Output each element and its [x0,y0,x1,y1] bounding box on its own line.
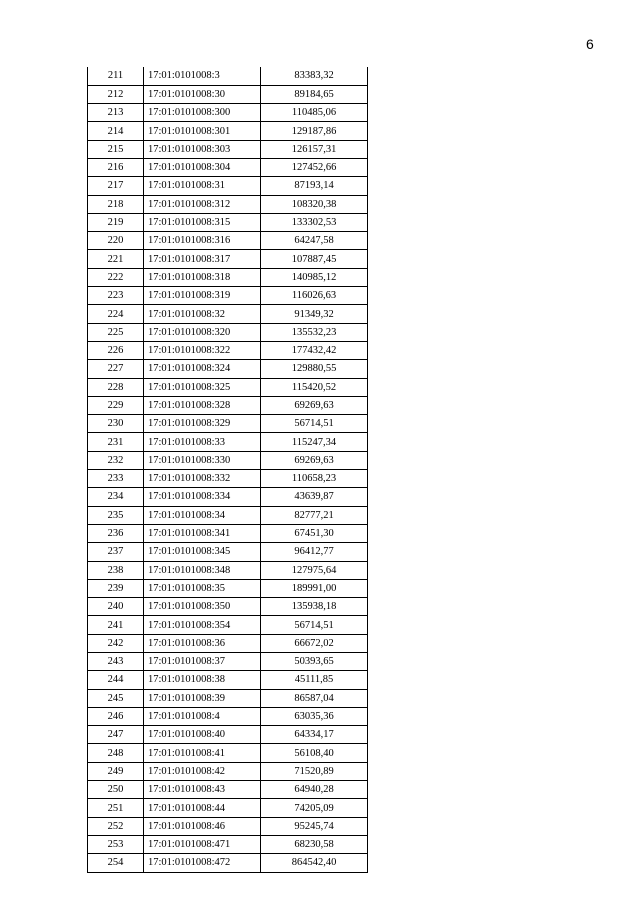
table-row [88,250,368,268]
value-cell: 56108,40 [261,744,368,762]
table-row [88,744,368,762]
value-cell: 71520,89 [261,762,368,780]
value-cell: 108320,38 [261,195,368,213]
value-cell: 66672,02 [261,634,368,652]
row-number-cell: 251 [88,799,144,817]
value-cell: 69269,63 [261,451,368,469]
table-row [88,85,368,103]
table-row [88,854,368,872]
row-number-cell: 240 [88,598,144,616]
cadastral-number-cell: 17:01:0101008:41 [144,744,261,762]
row-number-cell: 238 [88,561,144,579]
row-number-cell: 222 [88,268,144,286]
page-number: 6 [586,36,594,52]
table-row [88,543,368,561]
cadastral-number-cell: 17:01:0101008:300 [144,104,261,122]
value-cell: 115420,52 [261,378,368,396]
table-row [88,671,368,689]
value-cell: 64940,28 [261,781,368,799]
value-cell: 129187,86 [261,122,368,140]
value-cell: 129880,55 [261,360,368,378]
cadastral-number-cell: 17:01:0101008:37 [144,653,261,671]
value-cell: 135938,18 [261,598,368,616]
table-row [88,67,368,85]
cadastral-number-cell: 17:01:0101008:330 [144,451,261,469]
row-number-cell: 235 [88,506,144,524]
value-cell: 74205,09 [261,799,368,817]
cadastral-number-cell: 17:01:0101008:46 [144,817,261,835]
table-row [88,799,368,817]
row-number-cell: 245 [88,689,144,707]
row-number-cell: 248 [88,744,144,762]
table-row [88,707,368,725]
cadastral-number-cell: 17:01:0101008:4 [144,707,261,725]
value-cell: 68230,58 [261,835,368,853]
row-number-cell: 247 [88,726,144,744]
cadastral-number-cell: 17:01:0101008:319 [144,287,261,305]
table-row [88,433,368,451]
cadastral-number-cell: 17:01:0101008:350 [144,598,261,616]
table-row [88,689,368,707]
value-cell: 96412,77 [261,543,368,561]
table-row [88,634,368,652]
value-cell: 89184,65 [261,85,368,103]
table-row [88,817,368,835]
table-row [88,140,368,158]
table-row [88,561,368,579]
table-row [88,415,368,433]
row-number-cell: 212 [88,85,144,103]
row-number-cell: 243 [88,653,144,671]
cadastral-number-cell: 17:01:0101008:328 [144,396,261,414]
value-cell: 177432,42 [261,341,368,359]
row-number-cell: 223 [88,287,144,305]
cadastral-number-cell: 17:01:0101008:36 [144,634,261,652]
cadastral-number-cell: 17:01:0101008:42 [144,762,261,780]
cadastral-number-cell: 17:01:0101008:332 [144,470,261,488]
cadastral-number-cell: 17:01:0101008:303 [144,140,261,158]
table-row [88,781,368,799]
value-cell: 140985,12 [261,268,368,286]
row-number-cell: 224 [88,305,144,323]
value-cell: 91349,32 [261,305,368,323]
table-row [88,305,368,323]
table-row [88,506,368,524]
row-number-cell: 233 [88,470,144,488]
cadastral-number-cell: 17:01:0101008:324 [144,360,261,378]
value-cell: 56714,51 [261,415,368,433]
value-cell: 83383,32 [261,67,368,85]
value-cell: 135532,23 [261,323,368,341]
table-row [88,726,368,744]
value-cell: 107887,45 [261,250,368,268]
cadastral-number-cell: 17:01:0101008:312 [144,195,261,213]
row-number-cell: 218 [88,195,144,213]
cadastral-number-cell: 17:01:0101008:35 [144,579,261,597]
row-number-cell: 246 [88,707,144,725]
cadastral-number-cell: 17:01:0101008:354 [144,616,261,634]
value-cell: 69269,63 [261,396,368,414]
table-row [88,396,368,414]
row-number-cell: 239 [88,579,144,597]
value-cell: 189991,00 [261,579,368,597]
value-cell: 127975,64 [261,561,368,579]
row-number-cell: 252 [88,817,144,835]
cadastral-number-cell: 17:01:0101008:317 [144,250,261,268]
cadastral-number-cell: 17:01:0101008:30 [144,85,261,103]
cadastral-number-cell: 17:01:0101008:31 [144,177,261,195]
cadastral-table [87,67,368,873]
row-number-cell: 219 [88,213,144,231]
table-row [88,378,368,396]
value-cell: 86587,04 [261,689,368,707]
table-row [88,579,368,597]
value-cell: 63035,36 [261,707,368,725]
row-number-cell: 249 [88,762,144,780]
table-row [88,653,368,671]
row-number-cell: 241 [88,616,144,634]
cadastral-number-cell: 17:01:0101008:472 [144,854,261,872]
table-row [88,524,368,542]
cadastral-number-cell: 17:01:0101008:329 [144,415,261,433]
value-cell: 50393,65 [261,653,368,671]
row-number-cell: 250 [88,781,144,799]
cadastral-number-cell: 17:01:0101008:316 [144,232,261,250]
table-row [88,104,368,122]
row-number-cell: 231 [88,433,144,451]
cadastral-number-cell: 17:01:0101008:304 [144,158,261,176]
table-row [88,158,368,176]
cadastral-number-cell: 17:01:0101008:320 [144,323,261,341]
table-row [88,360,368,378]
table-row [88,195,368,213]
cadastral-number-cell: 17:01:0101008:34 [144,506,261,524]
value-cell: 116026,63 [261,287,368,305]
value-cell: 82777,21 [261,506,368,524]
row-number-cell: 220 [88,232,144,250]
table-row [88,616,368,634]
row-number-cell: 228 [88,378,144,396]
table-row [88,835,368,853]
value-cell: 56714,51 [261,616,368,634]
table-row [88,232,368,250]
table-row [88,268,368,286]
row-number-cell: 216 [88,158,144,176]
cadastral-number-cell: 17:01:0101008:39 [144,689,261,707]
value-cell: 64334,17 [261,726,368,744]
row-number-cell: 221 [88,250,144,268]
cadastral-number-cell: 17:01:0101008:318 [144,268,261,286]
table-row [88,451,368,469]
value-cell: 127452,66 [261,158,368,176]
cadastral-number-cell: 17:01:0101008:471 [144,835,261,853]
row-number-cell: 213 [88,104,144,122]
cadastral-number-cell: 17:01:0101008:334 [144,488,261,506]
row-number-cell: 244 [88,671,144,689]
row-number-cell: 217 [88,177,144,195]
cadastral-number-cell: 17:01:0101008:33 [144,433,261,451]
row-number-cell: 236 [88,524,144,542]
table-row [88,122,368,140]
cadastral-number-cell: 17:01:0101008:40 [144,726,261,744]
row-number-cell: 229 [88,396,144,414]
value-cell: 110658,23 [261,470,368,488]
value-cell: 67451,30 [261,524,368,542]
cadastral-number-cell: 17:01:0101008:301 [144,122,261,140]
row-number-cell: 227 [88,360,144,378]
row-number-cell: 226 [88,341,144,359]
row-number-cell: 232 [88,451,144,469]
cadastral-number-cell: 17:01:0101008:3 [144,67,261,85]
table-row [88,213,368,231]
row-number-cell: 225 [88,323,144,341]
value-cell: 64247,58 [261,232,368,250]
row-number-cell: 214 [88,122,144,140]
table-row [88,598,368,616]
table-row [88,762,368,780]
cadastral-number-cell: 17:01:0101008:315 [144,213,261,231]
value-cell: 43639,87 [261,488,368,506]
value-cell: 110485,06 [261,104,368,122]
value-cell: 87193,14 [261,177,368,195]
row-number-cell: 237 [88,543,144,561]
table-row [88,177,368,195]
value-cell: 126157,31 [261,140,368,158]
row-number-cell: 253 [88,835,144,853]
value-cell: 115247,34 [261,433,368,451]
row-number-cell: 242 [88,634,144,652]
cadastral-number-cell: 17:01:0101008:348 [144,561,261,579]
cadastral-number-cell: 17:01:0101008:341 [144,524,261,542]
table-body [88,67,368,872]
cadastral-number-cell: 17:01:0101008:38 [144,671,261,689]
row-number-cell: 234 [88,488,144,506]
row-number-cell: 254 [88,854,144,872]
cadastral-number-cell: 17:01:0101008:322 [144,341,261,359]
cadastral-number-cell: 17:01:0101008:44 [144,799,261,817]
table-row [88,470,368,488]
value-cell: 133302,53 [261,213,368,231]
table-row [88,323,368,341]
value-cell: 864542,40 [261,854,368,872]
cadastral-number-cell: 17:01:0101008:345 [144,543,261,561]
row-number-cell: 211 [88,67,144,85]
cadastral-number-cell: 17:01:0101008:32 [144,305,261,323]
cadastral-number-cell: 17:01:0101008:325 [144,378,261,396]
cadastral-number-cell: 17:01:0101008:43 [144,781,261,799]
value-cell: 95245,74 [261,817,368,835]
row-number-cell: 215 [88,140,144,158]
value-cell: 45111,85 [261,671,368,689]
table-row [88,488,368,506]
table-row [88,341,368,359]
row-number-cell: 230 [88,415,144,433]
table-row [88,287,368,305]
